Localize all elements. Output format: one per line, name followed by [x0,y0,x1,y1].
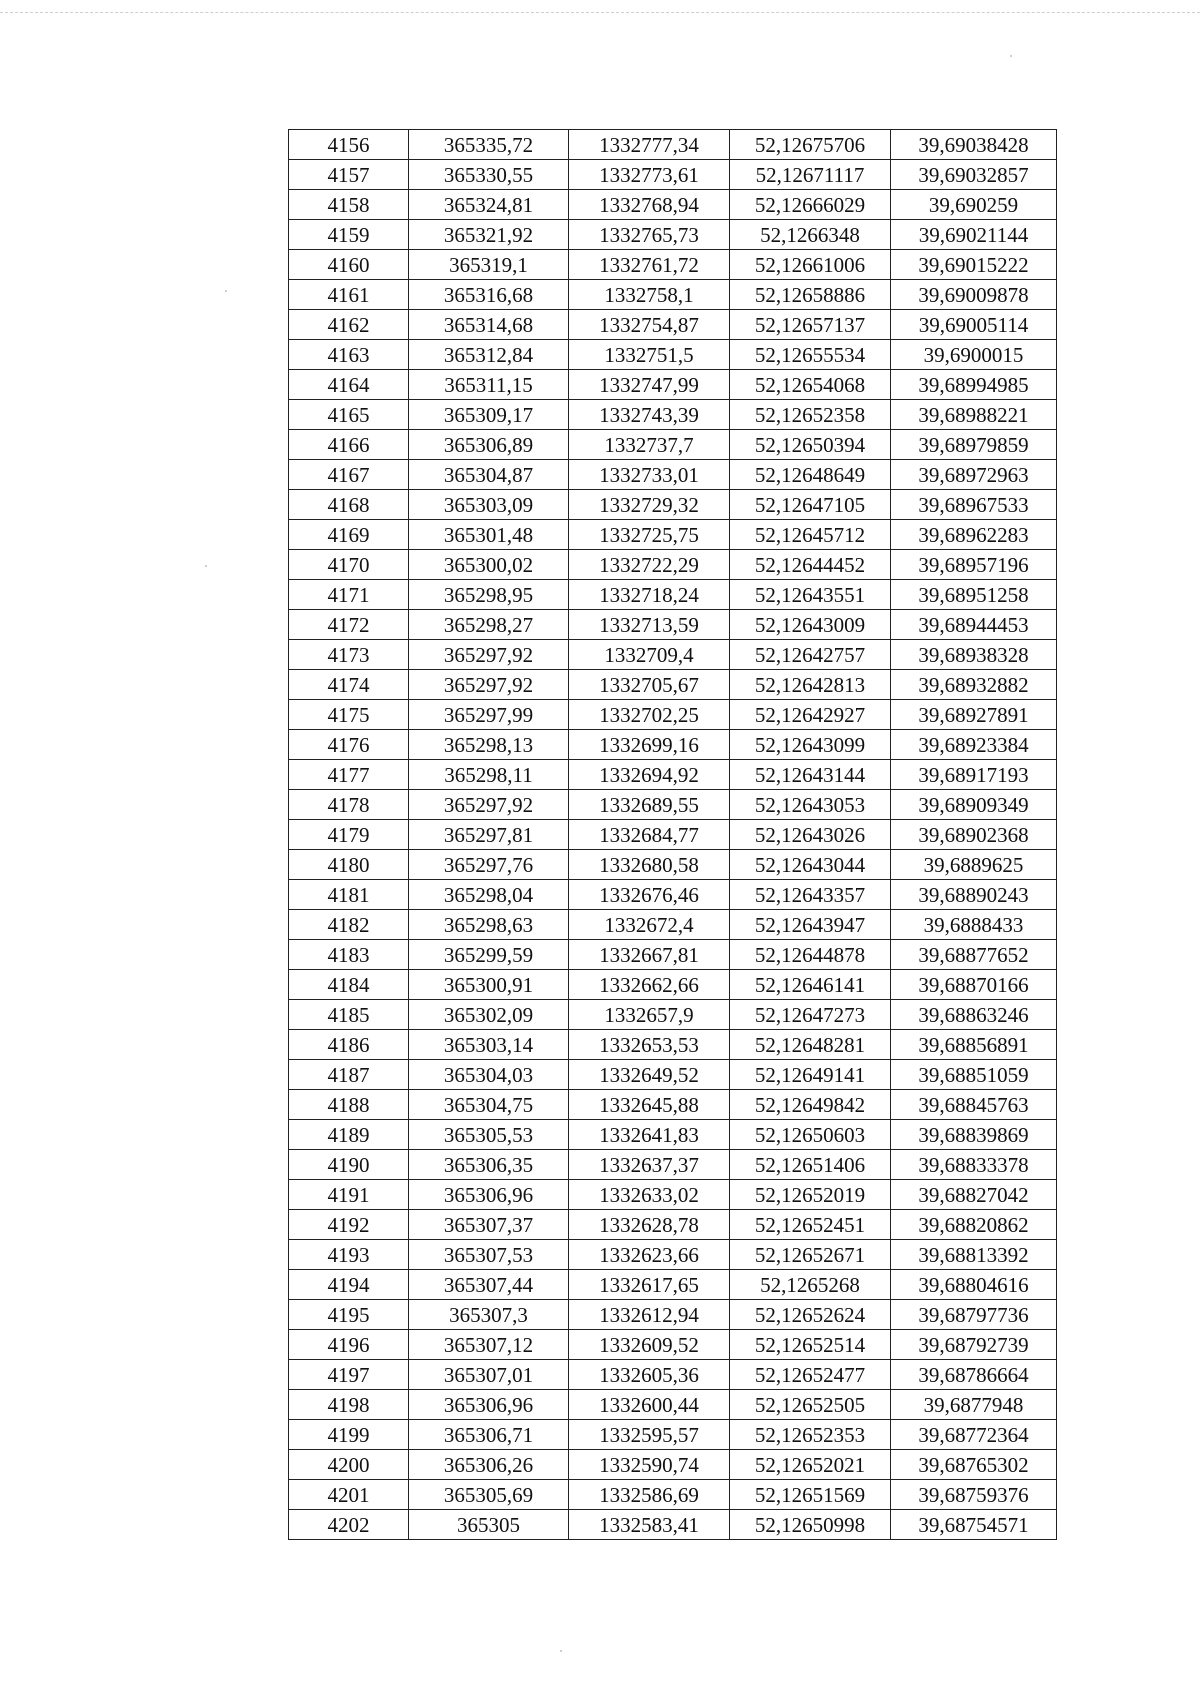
x-coordinate-cell: 365297,81 [409,820,569,850]
latitude-cell: 52,1265268 [730,1270,891,1300]
y-coordinate-cell: 1332617,65 [569,1270,730,1300]
longitude-cell: 39,69038428 [891,130,1057,160]
y-coordinate-cell: 1332667,81 [569,940,730,970]
table-row [289,1180,1057,1210]
point-number-cell: 4173 [289,640,409,670]
latitude-cell: 52,12650603 [730,1120,891,1150]
longitude-cell: 39,68890243 [891,880,1057,910]
table-row [289,970,1057,1000]
longitude-cell: 39,6900015 [891,340,1057,370]
y-coordinate-cell: 1332768,94 [569,190,730,220]
latitude-cell: 52,12652358 [730,400,891,430]
x-coordinate-cell: 365324,81 [409,190,569,220]
table-row [289,250,1057,280]
table-row [289,910,1057,940]
x-coordinate-cell: 365307,12 [409,1330,569,1360]
table-row [289,640,1057,670]
y-coordinate-cell: 1332672,4 [569,910,730,940]
longitude-cell: 39,69009878 [891,280,1057,310]
x-coordinate-cell: 365312,84 [409,340,569,370]
table-row [289,430,1057,460]
point-number-cell: 4185 [289,1000,409,1030]
y-coordinate-cell: 1332657,9 [569,1000,730,1030]
latitude-cell: 52,12652514 [730,1330,891,1360]
x-coordinate-cell: 365297,92 [409,640,569,670]
table-row [289,1390,1057,1420]
point-number-cell: 4179 [289,820,409,850]
x-coordinate-cell: 365298,04 [409,880,569,910]
y-coordinate-cell: 1332754,87 [569,310,730,340]
longitude-cell: 39,68839869 [891,1120,1057,1150]
latitude-cell: 52,12643144 [730,760,891,790]
y-coordinate-cell: 1332637,37 [569,1150,730,1180]
table-row [289,1030,1057,1060]
y-coordinate-cell: 1332633,02 [569,1180,730,1210]
point-number-cell: 4198 [289,1390,409,1420]
table-row [289,790,1057,820]
point-number-cell: 4195 [289,1300,409,1330]
x-coordinate-cell: 365297,92 [409,670,569,700]
y-coordinate-cell: 1332743,39 [569,400,730,430]
longitude-cell: 39,68845763 [891,1090,1057,1120]
y-coordinate-cell: 1332699,16 [569,730,730,760]
point-number-cell: 4166 [289,430,409,460]
table-row [289,1360,1057,1390]
x-coordinate-cell: 365302,09 [409,1000,569,1030]
y-coordinate-cell: 1332725,75 [569,520,730,550]
latitude-cell: 52,12666029 [730,190,891,220]
x-coordinate-cell: 365307,3 [409,1300,569,1330]
y-coordinate-cell: 1332628,78 [569,1210,730,1240]
longitude-cell: 39,68804616 [891,1270,1057,1300]
x-coordinate-cell: 365298,27 [409,610,569,640]
table-row [289,1240,1057,1270]
latitude-cell: 52,12643053 [730,790,891,820]
point-number-cell: 4192 [289,1210,409,1240]
table-row [289,520,1057,550]
table-row [289,1270,1057,1300]
x-coordinate-cell: 365297,99 [409,700,569,730]
table-row [289,610,1057,640]
table-row [289,550,1057,580]
table-row [289,1330,1057,1360]
longitude-cell: 39,68870166 [891,970,1057,1000]
point-number-cell: 4176 [289,730,409,760]
point-number-cell: 4183 [289,940,409,970]
y-coordinate-cell: 1332649,52 [569,1060,730,1090]
coordinates-table [288,129,1057,1540]
longitude-cell: 39,68972963 [891,460,1057,490]
longitude-cell: 39,68827042 [891,1180,1057,1210]
longitude-cell: 39,68979859 [891,430,1057,460]
point-number-cell: 4184 [289,970,409,1000]
y-coordinate-cell: 1332680,58 [569,850,730,880]
y-coordinate-cell: 1332641,83 [569,1120,730,1150]
latitude-cell: 52,12650998 [730,1510,891,1540]
x-coordinate-cell: 365316,68 [409,280,569,310]
table-row [289,190,1057,220]
latitude-cell: 52,12652477 [730,1360,891,1390]
point-number-cell: 4177 [289,760,409,790]
latitude-cell: 52,12644878 [730,940,891,970]
point-number-cell: 4182 [289,910,409,940]
point-number-cell: 4199 [289,1420,409,1450]
y-coordinate-cell: 1332747,99 [569,370,730,400]
point-number-cell: 4202 [289,1510,409,1540]
table-row [289,160,1057,190]
x-coordinate-cell: 365306,96 [409,1180,569,1210]
x-coordinate-cell: 365298,13 [409,730,569,760]
x-coordinate-cell: 365306,71 [409,1420,569,1450]
x-coordinate-cell: 365297,76 [409,850,569,880]
x-coordinate-cell: 365309,17 [409,400,569,430]
latitude-cell: 52,12649842 [730,1090,891,1120]
y-coordinate-cell: 1332709,4 [569,640,730,670]
x-coordinate-cell: 365298,63 [409,910,569,940]
longitude-cell: 39,68833378 [891,1150,1057,1180]
longitude-cell: 39,68786664 [891,1360,1057,1390]
y-coordinate-cell: 1332733,01 [569,460,730,490]
latitude-cell: 52,12643026 [730,820,891,850]
longitude-cell: 39,6889625 [891,850,1057,880]
latitude-cell: 52,12643357 [730,880,891,910]
x-coordinate-cell: 365307,44 [409,1270,569,1300]
table-row [289,490,1057,520]
longitude-cell: 39,68902368 [891,820,1057,850]
latitude-cell: 52,12643947 [730,910,891,940]
y-coordinate-cell: 1332590,74 [569,1450,730,1480]
latitude-cell: 52,12642757 [730,640,891,670]
point-number-cell: 4169 [289,520,409,550]
point-number-cell: 4161 [289,280,409,310]
latitude-cell: 52,12646141 [730,970,891,1000]
table-row [289,1510,1057,1540]
latitude-cell: 52,12661006 [730,250,891,280]
longitude-cell: 39,68863246 [891,1000,1057,1030]
point-number-cell: 4187 [289,1060,409,1090]
table-row [289,850,1057,880]
x-coordinate-cell: 365335,72 [409,130,569,160]
x-coordinate-cell: 365298,11 [409,760,569,790]
table-row [289,1450,1057,1480]
x-coordinate-cell: 365307,37 [409,1210,569,1240]
x-coordinate-cell: 365303,14 [409,1030,569,1060]
y-coordinate-cell: 1332718,24 [569,580,730,610]
x-coordinate-cell: 365321,92 [409,220,569,250]
point-number-cell: 4186 [289,1030,409,1060]
x-coordinate-cell: 365305 [409,1510,569,1540]
y-coordinate-cell: 1332605,36 [569,1360,730,1390]
table-row [289,310,1057,340]
latitude-cell: 52,12643099 [730,730,891,760]
latitude-cell: 52,12652019 [730,1180,891,1210]
latitude-cell: 52,12652505 [730,1390,891,1420]
table-row [289,1120,1057,1150]
x-coordinate-cell: 365304,03 [409,1060,569,1090]
latitude-cell: 52,12643551 [730,580,891,610]
scan-speck [560,1650,562,1652]
point-number-cell: 4164 [289,370,409,400]
table-row [289,1300,1057,1330]
x-coordinate-cell: 365307,53 [409,1240,569,1270]
scan-edge-line [0,12,1200,13]
longitude-cell: 39,68944453 [891,610,1057,640]
table-row [289,940,1057,970]
longitude-cell: 39,68938328 [891,640,1057,670]
longitude-cell: 39,68962283 [891,520,1057,550]
x-coordinate-cell: 365303,09 [409,490,569,520]
point-number-cell: 4159 [289,220,409,250]
x-coordinate-cell: 365300,91 [409,970,569,1000]
latitude-cell: 52,12652624 [730,1300,891,1330]
longitude-cell: 39,6888433 [891,910,1057,940]
latitude-cell: 52,12642927 [730,700,891,730]
latitude-cell: 52,12675706 [730,130,891,160]
table-row [289,130,1057,160]
point-number-cell: 4190 [289,1150,409,1180]
point-number-cell: 4165 [289,400,409,430]
x-coordinate-cell: 365306,89 [409,430,569,460]
longitude-cell: 39,68820862 [891,1210,1057,1240]
y-coordinate-cell: 1332586,69 [569,1480,730,1510]
longitude-cell: 39,69032857 [891,160,1057,190]
table-row [289,1000,1057,1030]
scan-speck [1010,55,1012,57]
point-number-cell: 4157 [289,160,409,190]
x-coordinate-cell: 365319,1 [409,250,569,280]
latitude-cell: 52,12649141 [730,1060,891,1090]
longitude-cell: 39,68927891 [891,700,1057,730]
point-number-cell: 4160 [289,250,409,280]
latitude-cell: 52,12648649 [730,460,891,490]
latitude-cell: 52,12658886 [730,280,891,310]
scan-speck [205,565,207,567]
y-coordinate-cell: 1332662,66 [569,970,730,1000]
latitude-cell: 52,12644452 [730,550,891,580]
latitude-cell: 52,12655534 [730,340,891,370]
point-number-cell: 4162 [289,310,409,340]
x-coordinate-cell: 365304,87 [409,460,569,490]
point-number-cell: 4175 [289,700,409,730]
point-number-cell: 4188 [289,1090,409,1120]
table-row [289,1060,1057,1090]
y-coordinate-cell: 1332623,66 [569,1240,730,1270]
point-number-cell: 4170 [289,550,409,580]
latitude-cell: 52,12650394 [730,430,891,460]
point-number-cell: 4193 [289,1240,409,1270]
latitude-cell: 52,12642813 [730,670,891,700]
longitude-cell: 39,68917193 [891,760,1057,790]
point-number-cell: 4197 [289,1360,409,1390]
table-row [289,400,1057,430]
longitude-cell: 39,68772364 [891,1420,1057,1450]
y-coordinate-cell: 1332705,67 [569,670,730,700]
point-number-cell: 4163 [289,340,409,370]
y-coordinate-cell: 1332758,1 [569,280,730,310]
x-coordinate-cell: 365301,48 [409,520,569,550]
latitude-cell: 52,12651569 [730,1480,891,1510]
longitude-cell: 39,68813392 [891,1240,1057,1270]
latitude-cell: 52,12657137 [730,310,891,340]
y-coordinate-cell: 1332761,72 [569,250,730,280]
x-coordinate-cell: 365306,35 [409,1150,569,1180]
longitude-cell: 39,68754571 [891,1510,1057,1540]
longitude-cell: 39,68957196 [891,550,1057,580]
table-row [289,1090,1057,1120]
longitude-cell: 39,69021144 [891,220,1057,250]
longitude-cell: 39,68856891 [891,1030,1057,1060]
point-number-cell: 4180 [289,850,409,880]
longitude-cell: 39,68851059 [891,1060,1057,1090]
longitude-cell: 39,68988221 [891,400,1057,430]
latitude-cell: 52,12645712 [730,520,891,550]
x-coordinate-cell: 365299,59 [409,940,569,970]
y-coordinate-cell: 1332684,77 [569,820,730,850]
y-coordinate-cell: 1332722,29 [569,550,730,580]
table-row [289,280,1057,310]
table-row [289,670,1057,700]
point-number-cell: 4181 [289,880,409,910]
latitude-cell: 52,12651406 [730,1150,891,1180]
longitude-cell: 39,68909349 [891,790,1057,820]
table-row [289,580,1057,610]
point-number-cell: 4200 [289,1450,409,1480]
longitude-cell: 39,6877948 [891,1390,1057,1420]
y-coordinate-cell: 1332713,59 [569,610,730,640]
x-coordinate-cell: 365297,92 [409,790,569,820]
latitude-cell: 52,12654068 [730,370,891,400]
x-coordinate-cell: 365306,26 [409,1450,569,1480]
point-number-cell: 4178 [289,790,409,820]
table-row [289,700,1057,730]
longitude-cell: 39,68765302 [891,1450,1057,1480]
y-coordinate-cell: 1332600,44 [569,1390,730,1420]
latitude-cell: 52,12652671 [730,1240,891,1270]
longitude-cell: 39,69015222 [891,250,1057,280]
y-coordinate-cell: 1332777,34 [569,130,730,160]
point-number-cell: 4189 [289,1120,409,1150]
y-coordinate-cell: 1332702,25 [569,700,730,730]
y-coordinate-cell: 1332609,52 [569,1330,730,1360]
point-number-cell: 4201 [289,1480,409,1510]
y-coordinate-cell: 1332653,53 [569,1030,730,1060]
x-coordinate-cell: 365311,15 [409,370,569,400]
point-number-cell: 4172 [289,610,409,640]
longitude-cell: 39,68797736 [891,1300,1057,1330]
point-number-cell: 4196 [289,1330,409,1360]
longitude-cell: 39,68994985 [891,370,1057,400]
table-row [289,340,1057,370]
y-coordinate-cell: 1332729,32 [569,490,730,520]
table-row [289,460,1057,490]
table-row [289,1210,1057,1240]
x-coordinate-cell: 365304,75 [409,1090,569,1120]
table-row [289,760,1057,790]
table-row [289,880,1057,910]
latitude-cell: 52,1266348 [730,220,891,250]
longitude-cell: 39,690259 [891,190,1057,220]
longitude-cell: 39,68877652 [891,940,1057,970]
x-coordinate-cell: 365314,68 [409,310,569,340]
longitude-cell: 39,68967533 [891,490,1057,520]
table-row [289,370,1057,400]
y-coordinate-cell: 1332595,57 [569,1420,730,1450]
point-number-cell: 4156 [289,130,409,160]
point-number-cell: 4171 [289,580,409,610]
longitude-cell: 39,68932882 [891,670,1057,700]
table-row [289,730,1057,760]
scan-speck [225,290,227,292]
y-coordinate-cell: 1332751,5 [569,340,730,370]
point-number-cell: 4158 [289,190,409,220]
x-coordinate-cell: 365306,96 [409,1390,569,1420]
longitude-cell: 39,68923384 [891,730,1057,760]
latitude-cell: 52,12643009 [730,610,891,640]
x-coordinate-cell: 365300,02 [409,550,569,580]
x-coordinate-cell: 365330,55 [409,160,569,190]
table-row [289,820,1057,850]
table-row [289,1480,1057,1510]
longitude-cell: 39,68951258 [891,580,1057,610]
latitude-cell: 52,12652021 [730,1450,891,1480]
y-coordinate-cell: 1332645,88 [569,1090,730,1120]
y-coordinate-cell: 1332765,73 [569,220,730,250]
coordinates-table-body [289,130,1057,1540]
point-number-cell: 4174 [289,670,409,700]
table-row [289,1150,1057,1180]
point-number-cell: 4191 [289,1180,409,1210]
table-row [289,220,1057,250]
x-coordinate-cell: 365307,01 [409,1360,569,1390]
x-coordinate-cell: 365298,95 [409,580,569,610]
latitude-cell: 52,12652353 [730,1420,891,1450]
latitude-cell: 52,12647105 [730,490,891,520]
x-coordinate-cell: 365305,53 [409,1120,569,1150]
y-coordinate-cell: 1332676,46 [569,880,730,910]
y-coordinate-cell: 1332583,41 [569,1510,730,1540]
point-number-cell: 4167 [289,460,409,490]
latitude-cell: 52,12648281 [730,1030,891,1060]
latitude-cell: 52,12643044 [730,850,891,880]
point-number-cell: 4168 [289,490,409,520]
table-row [289,1420,1057,1450]
point-number-cell: 4194 [289,1270,409,1300]
latitude-cell: 52,12652451 [730,1210,891,1240]
y-coordinate-cell: 1332773,61 [569,160,730,190]
y-coordinate-cell: 1332612,94 [569,1300,730,1330]
latitude-cell: 52,12671117 [730,160,891,190]
x-coordinate-cell: 365305,69 [409,1480,569,1510]
latitude-cell: 52,12647273 [730,1000,891,1030]
y-coordinate-cell: 1332737,7 [569,430,730,460]
longitude-cell: 39,68792739 [891,1330,1057,1360]
y-coordinate-cell: 1332689,55 [569,790,730,820]
y-coordinate-cell: 1332694,92 [569,760,730,790]
longitude-cell: 39,68759376 [891,1480,1057,1510]
longitude-cell: 39,69005114 [891,310,1057,340]
